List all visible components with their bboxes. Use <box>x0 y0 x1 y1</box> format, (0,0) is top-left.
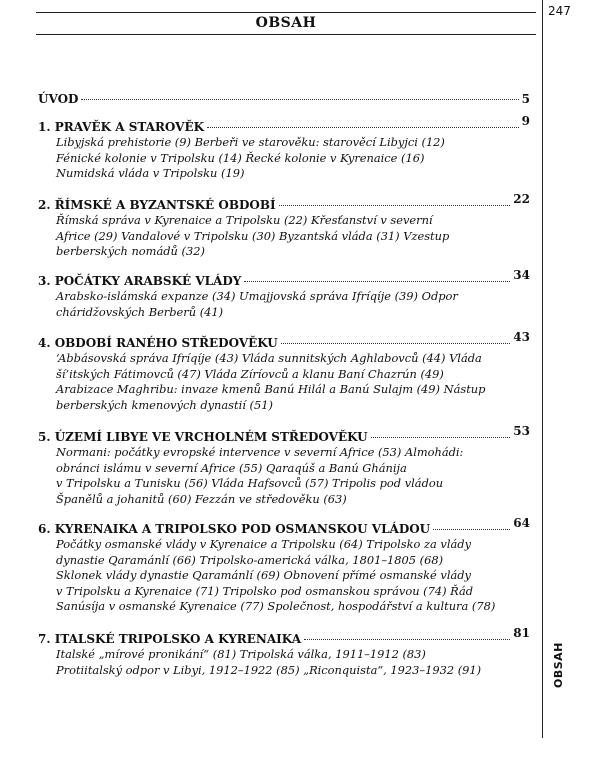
dot-leader <box>433 529 510 530</box>
toc-page-number: 64 <box>513 516 530 530</box>
toc-page-number: 81 <box>513 626 530 640</box>
chapter-subtopics-line: Sklonek vlády dynastie Qaramánlí (69) Obnovení přímé osmanské vlády <box>56 568 471 583</box>
toc-chapter-1[interactable] <box>38 114 530 182</box>
chapter-title: 2. ŘÍMSKÉ A BYZANTSKÉ OBDOBÍ <box>38 198 276 212</box>
margin-rule <box>542 0 543 738</box>
page-number: 247 <box>548 4 571 18</box>
toc-entry-intro[interactable] <box>38 92 530 106</box>
chapter-subtopics-line: Normani: počátky evropské intervence v severní Africe (53) Almohádi: <box>56 445 464 459</box>
chapter-subtopics-line: Africe (29) Vandalové v Tripolsku (30) Byzantská vláda (31) Vzestup <box>56 228 450 243</box>
chapter-subtopics-line: Numidská vláda v Tripolsku (19) <box>56 166 245 181</box>
dot-leader <box>207 127 519 128</box>
chapter-subtopics-line: v Tripolsku a Tunisku (56) Vláda Hafsovců (57) Tripolis pod vládou <box>56 476 444 491</box>
chapter-subtopics-line: Arabsko-islámská expanze (34) Umajjovská správa Ifríqíje (39) Odpor <box>56 289 458 303</box>
toc-chapter-4[interactable] <box>38 330 530 413</box>
dot-leader <box>81 99 518 100</box>
chapter-subtopics-line: Španělů a johanitů (60) Fezzán ve středověku (63) <box>56 491 347 506</box>
chapter-subtopics-line: v Tripolsku a Kyrenaice (71) Tripolsko pod osmanskou správou (74) Řád <box>56 583 474 598</box>
chapter-title: 6. KYRENAIKA A TRIPOLSKO POD OSMANSKOU VLÁDOU <box>38 522 431 536</box>
chapter-subtopics-line: Italské „mírové pronikání“ (81) Tripolská válka, 1911–1912 (83) <box>56 647 426 661</box>
chapter-subtopics-line: Libyjská prehistorie (9) Berbeři ve starověku: starověcí Libyjci (12) <box>56 135 445 149</box>
chapter-subtopics-line: cháridžovských Berberů (41) <box>56 304 224 319</box>
chapter-title: 7. ITALSKÉ TRIPOLSKO A KYRENAIKA <box>38 632 302 646</box>
toc-chapter-5[interactable] <box>38 424 530 507</box>
page-title: OBSAH <box>255 15 317 31</box>
toc-chapter-3[interactable] <box>38 268 530 320</box>
dot-leader <box>244 281 510 282</box>
chapter-title: 4. OBDOBÍ RANÉHO STŘEDOVĚKU <box>38 336 278 350</box>
dot-leader <box>279 205 511 206</box>
toc-chapter-6[interactable] <box>38 516 530 615</box>
chapter-title: 1. PRAVĚK A STAROVĚK <box>38 120 205 134</box>
chapter-subtopics-line: Římská správa v Kyrenaice a Tripolsku (22) Křesťanství v severní <box>56 213 433 227</box>
chapter-subtopics-line: berberských kmenových dynastií (51) <box>56 397 273 412</box>
chapter-subtopics-line: Počátky osmanské vlády v Kyrenaice a Tripolsku (64) Tripolsko za vlády <box>56 537 472 551</box>
chapter-subtopics-line: ší’itských Fátimovců (47) Vláda Zíríovců a klanu Baní Chazrún (49) <box>56 366 444 381</box>
chapter-subtopics-line: obránci islámu v severní Africe (55) Qaraqúš a Banú Ghánija <box>56 460 407 475</box>
chapter-subtopics-line: ‘Abbásovská správa Ifríqíje (43) Vláda sunnitských Aghlabovců (44) Vláda <box>56 351 482 365</box>
toc-chapter-2[interactable] <box>38 192 530 260</box>
chapter-subtopics-line: berberských nomádů (32) <box>56 244 205 259</box>
chapter-subtopics-line: Sanúsíja v osmanské Kyrenaice (77) Společnost, hospodářství a kultura (78) <box>56 599 496 614</box>
toc-chapter-7[interactable] <box>38 626 530 678</box>
chapter-subtopics-line: dynastie Qaramánlí (66) Tripolsko-americká válka, 1801–1805 (68) <box>56 552 444 567</box>
contents-header <box>36 12 536 35</box>
chapter-subtopics-line: Arabizace Maghribu: invaze kmenů Banú Hilál a Banú Sulajm (49) Nástup <box>56 382 486 397</box>
top-rule <box>36 12 536 13</box>
dot-leader <box>371 437 511 438</box>
chapter-title: 5. ÚZEMÍ LIBYE VE VRCHOLNÉM STŘEDOVĚKU <box>38 430 368 444</box>
toc-entry-title: ÚVOD <box>38 92 79 106</box>
toc-page-number: 5 <box>521 92 530 106</box>
dot-leader <box>304 639 510 640</box>
toc-page-number: 43 <box>513 330 530 344</box>
toc-page-number: 9 <box>521 114 530 128</box>
chapter-subtopics-line: Protiitalský odpor v Libyi, 1912–1922 (85) „Riconquista“, 1923–1932 (91) <box>56 662 482 677</box>
toc-page-number: 53 <box>513 424 530 438</box>
dot-leader <box>281 343 511 344</box>
side-running-head: OBSAH <box>552 642 565 688</box>
toc-page-number: 22 <box>513 192 530 206</box>
chapter-subtopics-line: Fénické kolonie v Tripolsku (14) Řecké kolonie v Kyrenaice (16) <box>56 150 425 165</box>
toc-page-number: 34 <box>513 268 530 282</box>
chapter-title: 3. POČÁTKY ARABSKÉ VLÁDY <box>38 274 242 288</box>
